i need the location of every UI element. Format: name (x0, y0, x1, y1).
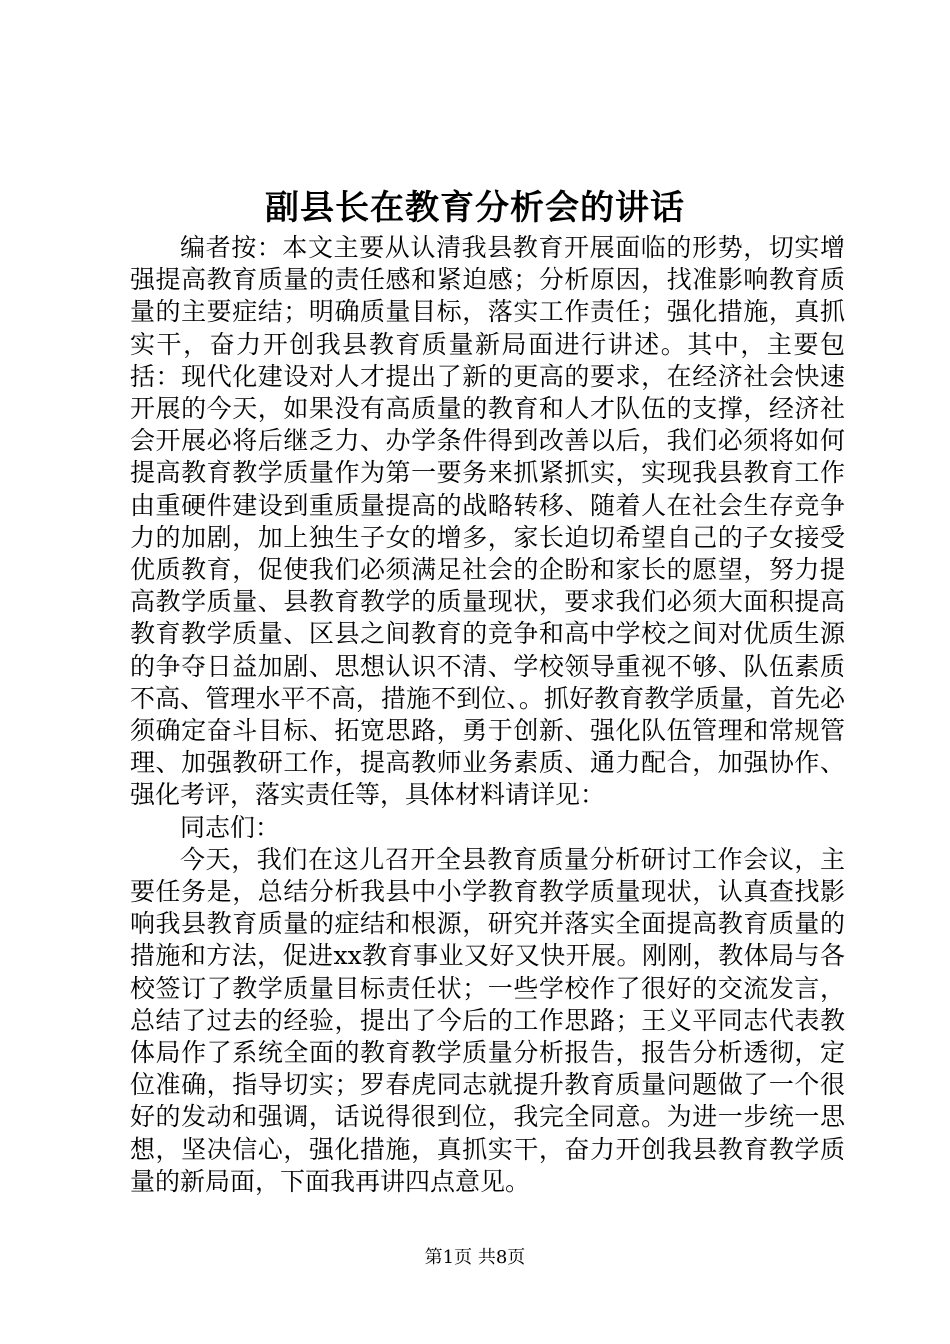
document-title: 副县长在教育分析会的讲话 (265, 188, 685, 228)
editor-note-paragraph: 编者按：本文主要从认清我县教育开展面临的形势，切实增强提高教育质量的责任感和紧迫感；分析原因，找准影响教育质量的主要症结；明确质量目标，落实工作责任；强化措施，真抓实干，奋力开创我县教育质量新局面进行讲述。其中，主要包括：现代化建设对人才提出了新的更高的要求，在经济社会快速开展的今天，如果没有高质量的教育和人才队伍的支撑，经济社会开展必将后继乏力、办学条件得到改善以后，我们必须将如何提高教育教学质量作为第一要务来抓紧抓实，实现我县教育工作由重硬件建设到重质量提高的战略转移、随着人在社会生存竞争力的加剧，加上独生子女的增多，家长迫切希望自己的子女接受优质教育，促使我们必须满足社会的企盼和家长的愿望，努力提高教学质量、县教育教学的质量现状，要求我们必须大面积提高教育教学质量、区县之间教育的竞争和高中学校之间对优质生源的争夺日益加剧、思想认识不清、学校领导重视不够、队伍素质不高、管理水平不高，措施不到位、。抓好教育教学质量，首先必须确定奋斗目标、拓宽思路，勇于创新、强化队伍管理和常规管理、加强教研工作，提高教师业务素质、通力配合，加强协作、强化考评，落实责任等，具体材料请详见： (130, 233, 845, 810)
salutation-paragraph: 同志们： (180, 812, 281, 842)
page-number-footer: 第1页 共8页 (424, 1247, 526, 1268)
document-body (130, 232, 845, 1198)
speech-opening-paragraph: 今天，我们在这儿召开全县教育质量分析研讨工作会议，主要任务是，总结分析我县中小学教育教学质量现状，认真查找影响我县教育质量的症结和根源，研究并落实全面提高教育质量的措施和方法，促进xx教育事业又好又快开展。刚刚，教体局与各校签订了教学质量目标责任状；一些学校作了很好的交流发言，总结了过去的经验，提出了今后的工作思路；王义平同志代表教体局作了系统全面的教育教学质量分析报告，报告分析透彻，定位准确，指导切实；罗春虎同志就提升教育质量问题做了一个很好的发动和强调，话说得很到位，我完全同意。为进一步统一思想，坚决信心，强化措施，真抓实干，奋力开创我县教育教学质量的新局面，下面我再讲四点意见。 (130, 844, 845, 1196)
